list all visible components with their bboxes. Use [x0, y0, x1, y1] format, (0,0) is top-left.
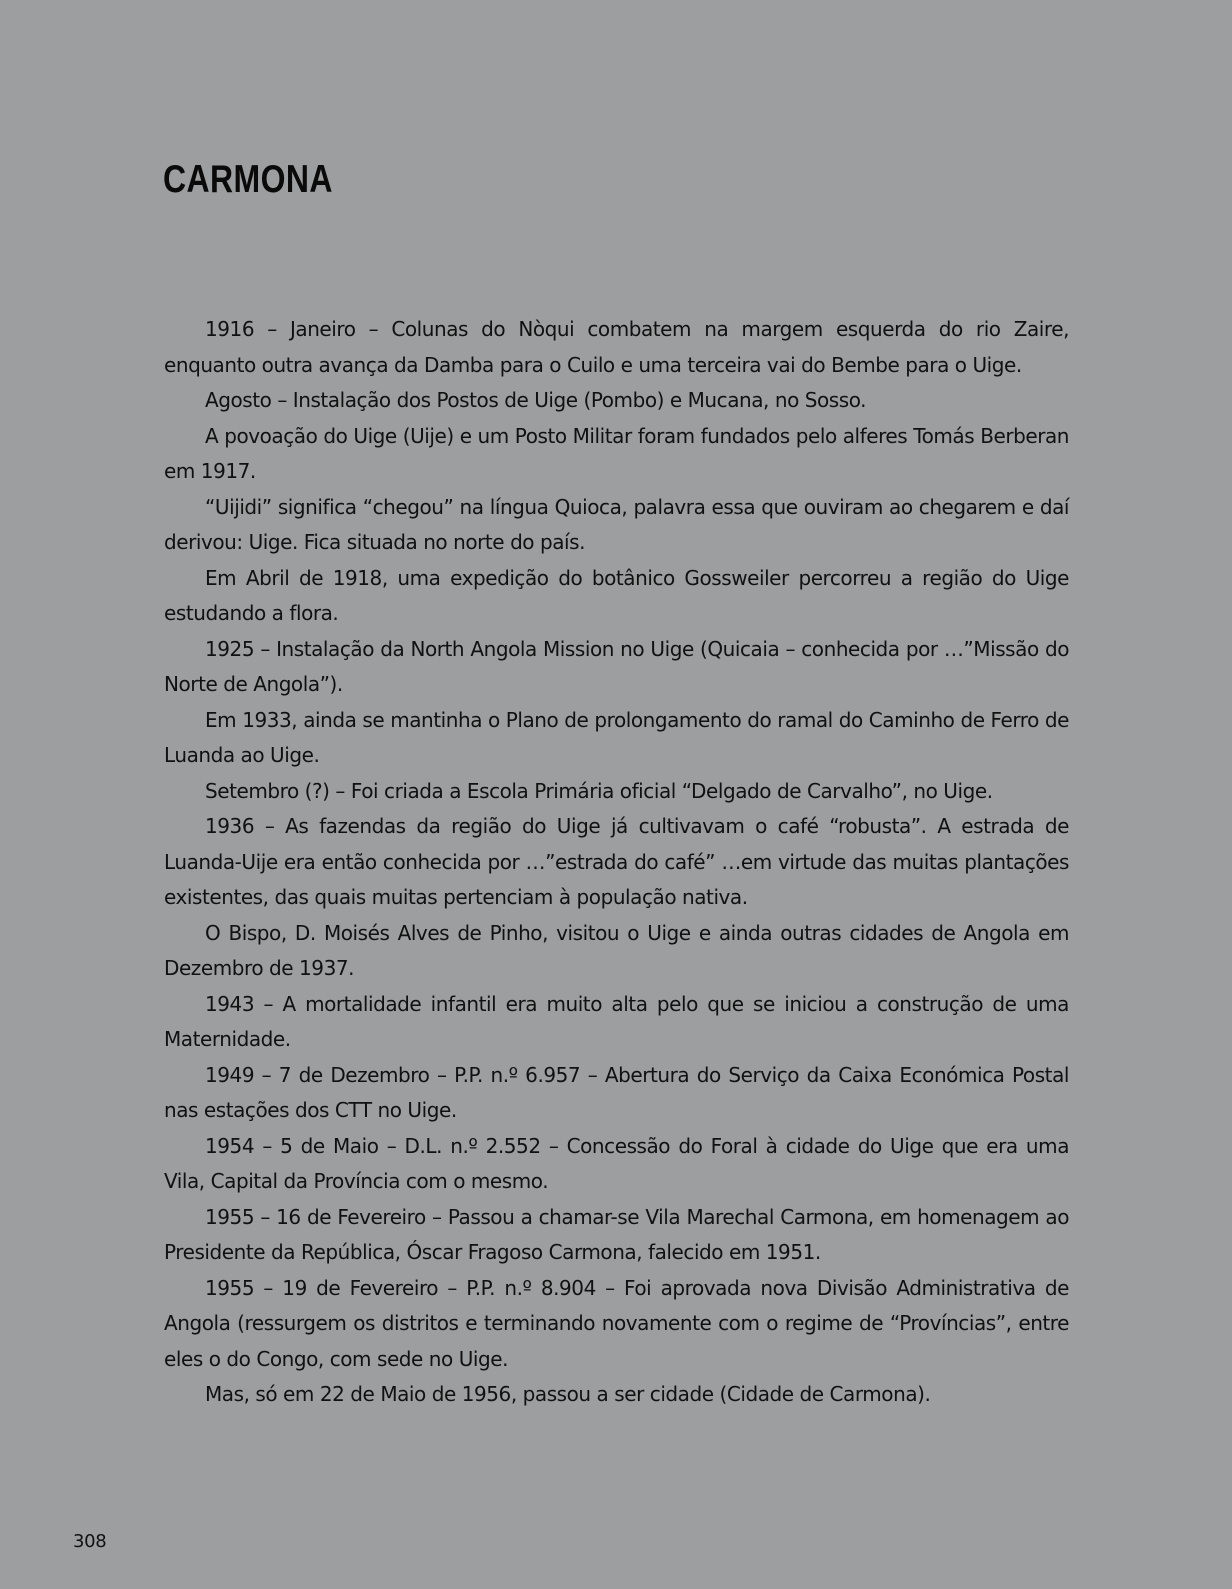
paragraph: Agosto – Instalação dos Postos de Uige (Pombo) e Mucana, no Sosso.: [205, 388, 867, 412]
paragraph: 1955 – 16 de Fevereiro – Passou a chamar-se Vila Marechal Carmona, em homenagem ao Presidente da República, Óscar Fragoso Carmona, falecido em 1951.: [164, 1204, 1069, 1264]
paragraph: 1916 – Janeiro – Colunas do Nòqui combatem na margem esquerda do rio Zaire, enquanto outra avança da Damba para o Cuilo e uma terceira vai do Bembe para o Uige.: [164, 317, 1069, 377]
paragraph: 1936 – As fazendas da região do Uige já cultivavam o café “robusta”. A estrada de Luanda-Uije era então conhecida por …”estrada do café” …em virtude das muitas plantações existentes, das quais muitas pertenciam à população nativa.: [164, 814, 1069, 909]
paragraph: 1943 – A mortalidade infantil era muito alta pelo que se iniciou a construção de uma Maternidade.: [164, 991, 1069, 1051]
paragraph: Em 1933, ainda se mantinha o Plano de prolongamento do ramal do Caminho de Ferro de Luanda ao Uige.: [164, 707, 1069, 767]
paragraph: 1955 – 19 de Fevereiro – P.P. n.º 8.904 – Foi aprovada nova Divisão Administrativa de Angola (ressurgem os distritos e terminando novamente com o regime de “Províncias”, entre eles o do Congo, com sede no Uige.: [164, 1275, 1069, 1371]
paragraph: 1949 – 7 de Dezembro – P.P. n.º 6.957 – Abertura do Serviço da Caixa Económica Postal nas estações dos CTT no Uige.: [164, 1062, 1069, 1122]
paragraph: O Bispo, D. Moisés Alves de Pinho, visitou o Uige e ainda outras cidades de Angola em Dezembro de 1937.: [164, 920, 1069, 980]
paragraph: Mas, só em 22 de Maio de 1956, passou a ser cidade (Cidade de Carmona).: [205, 1382, 931, 1406]
page-title: CARMONA: [163, 158, 333, 201]
paragraph: A povoação do Uige (Uije) e um Posto Militar foram fundados pelo alferes Tomás Berberan em 1917.: [164, 423, 1069, 483]
paragraph: “Uijidi” significa “chegou” na língua Quioca, palavra essa que ouviram ao chegarem e daí derivou: Uige. Fica situada no norte do país.: [164, 494, 1069, 554]
paragraph: 1954 – 5 de Maio – D.L. n.º 2.552 – Concessão do Foral à cidade do Uige que era uma Vila, Capital da Província com o mesmo.: [164, 1133, 1069, 1193]
paragraph: 1925 – Instalação da North Angola Mission no Uige (Quicaia – conhecida por …”Missão do Norte de Angola”).: [164, 636, 1069, 696]
page-number: 308: [73, 1531, 107, 1552]
paragraph: Em Abril de 1918, uma expedição do botânico Gossweiler percorreu a região do Uige estudando a flora.: [164, 565, 1069, 625]
paragraph: Setembro (?) – Foi criada a Escola Primária oficial “Delgado de Carvalho”, no Uige.: [205, 778, 993, 803]
body-text: [164, 312, 1069, 1413]
